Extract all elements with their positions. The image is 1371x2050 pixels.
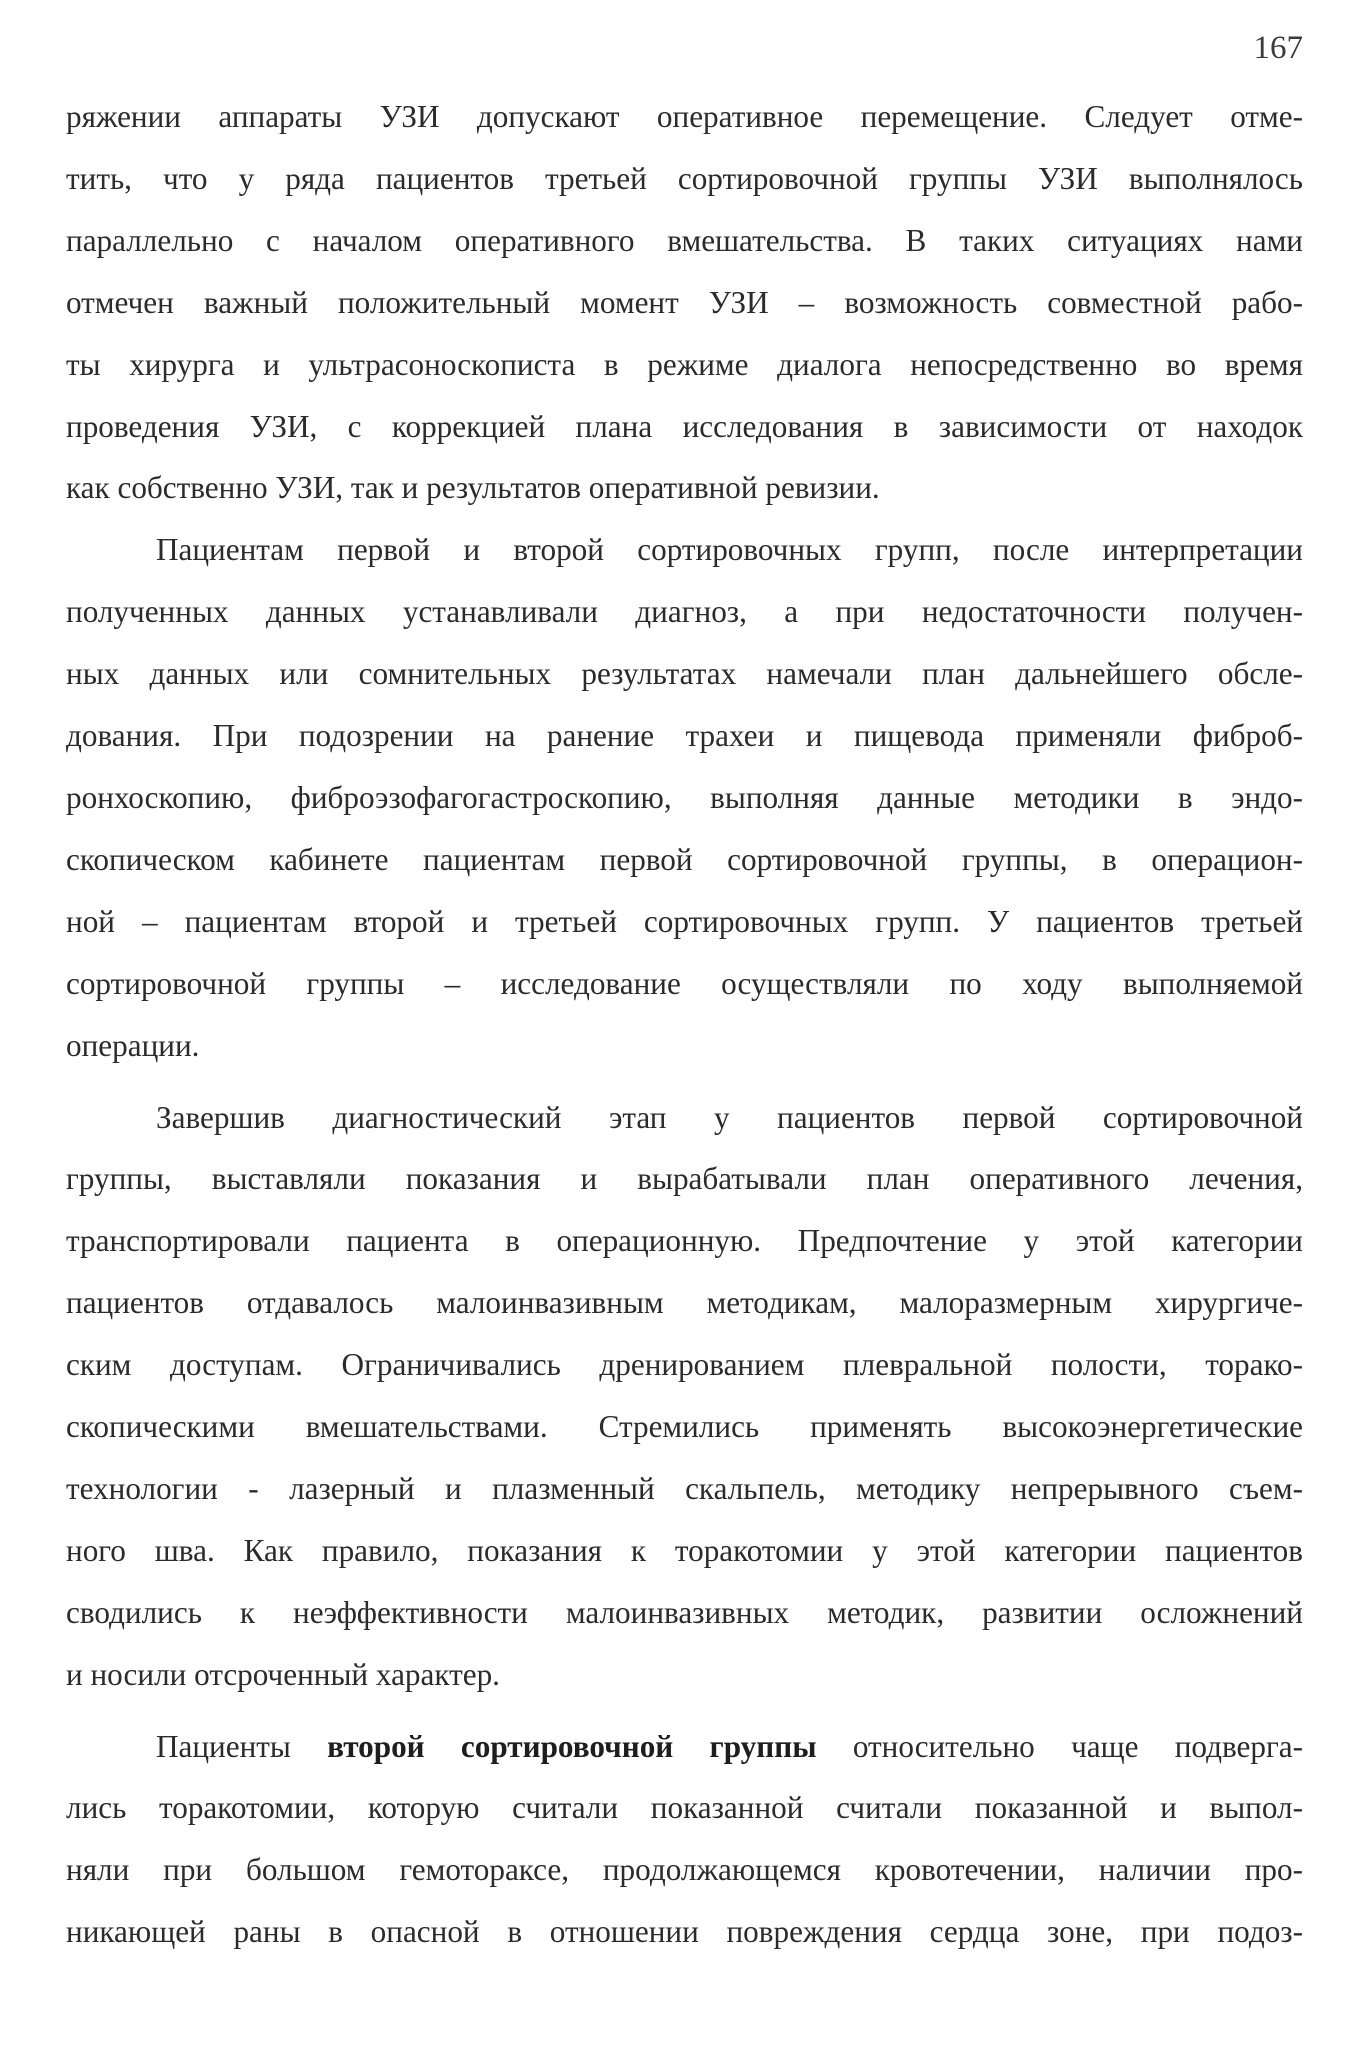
text-line: ной – пациентам второй и третьей сортировочных групп. У пациентов третьей [66, 903, 1303, 939]
text-line: скопическом кабинете пациентам первой сортировочной группы, в операцион- [66, 841, 1303, 877]
text-line: как собственно УЗИ, так и результатов оперативной ревизии. [66, 470, 880, 506]
text-line: сортировочной группы – исследование осуществляли по ходу выполняемой [66, 965, 1303, 1001]
text-run: относительно чаще подверга- [816, 1728, 1303, 1764]
paragraph-gap [66, 1077, 1303, 1087]
text-line: группы, выставляли показания и вырабатывали план оперативного лечения, [66, 1161, 1303, 1197]
text-line: никающей раны в опасной в отношении повреждения сердца зоне, при подоз- [66, 1914, 1303, 1950]
text-line: скопическими вмешательствами. Стремились применять высокоэнергетические [66, 1409, 1303, 1445]
text-line: полученных данных устанавливали диагноз, а при недостаточности получен- [66, 594, 1303, 630]
text-line: ским доступам. Ограничивались дренированием плевральной полости, торако- [66, 1347, 1303, 1383]
text-line: операции. [66, 1027, 200, 1063]
page-number: 167 [1253, 30, 1303, 66]
text-line: ных данных или сомнительных результатах намечали план дальнейшего обсле- [66, 656, 1303, 692]
text-line: ты хирурга и ультрасоноскописта в режиме диалога непосредственно во время [66, 346, 1303, 382]
paragraph-second-group [66, 1716, 1303, 1964]
paragraph-gap [66, 1706, 1303, 1716]
bold-term: второй сортировочной группы [327, 1728, 817, 1764]
text-line: тить, что у ряда пациентов третьей сортировочной группы УЗИ выполнялось [66, 160, 1303, 196]
text-line: транспортировали пациента в операционную. Предпочтение у этой категории [66, 1223, 1303, 1259]
text-line: ронхоскопию, фиброэзофагогастроскопию, выполняя данные методики в эндо- [66, 779, 1303, 815]
text-line: пациентов отдавалось малоинвазивным методикам, малоразмерным хирургиче- [66, 1285, 1303, 1321]
text-line: технологии - лазерный и плазменный скальпель, методику непрерывного съем- [66, 1470, 1303, 1506]
text-line: и носили отсроченный характер. [66, 1656, 500, 1692]
text-line: Пациентам первой и второй сортировочных групп, после интерпретации [156, 532, 1303, 568]
text-line: лись торакотомии, которую считали показанной считали показанной и выпол- [66, 1790, 1303, 1826]
text-line: сводились к неэффективности малоинвазивных методик, развитии осложнений [66, 1594, 1303, 1630]
text-line: отмечен важный положительный момент УЗИ – возможность совместной рабо- [66, 284, 1303, 320]
paragraph-continuation [66, 86, 1303, 519]
text-line: няли при большом гемотораксе, продолжающемся кровотечении, наличии про- [66, 1852, 1303, 1888]
text-line [66, 1716, 1303, 1778]
paragraph-sorting-groups [66, 519, 1303, 1076]
text-run: Пациенты [156, 1728, 328, 1764]
text-line: ряжении аппараты УЗИ допускают оперативное перемещение. Следует отме- [66, 99, 1303, 134]
paragraph-diagnostic-stage [66, 1087, 1303, 1706]
text-line: параллельно с началом оперативного вмешательства. В таких ситуациях нами [66, 222, 1303, 258]
text-line: проведения УЗИ, с коррекцией плана исследования в зависимости от находок [66, 408, 1303, 444]
body-text [66, 86, 1303, 1963]
text-line: ного шва. Как правило, показания к торакотомии у этой категории пациентов [66, 1532, 1303, 1568]
text-line: дования. При подозрении на ранение трахеи и пищевода применяли фиброб- [66, 718, 1303, 754]
text-line: Завершив диагностический этап у пациентов первой сортировочной [156, 1099, 1303, 1135]
